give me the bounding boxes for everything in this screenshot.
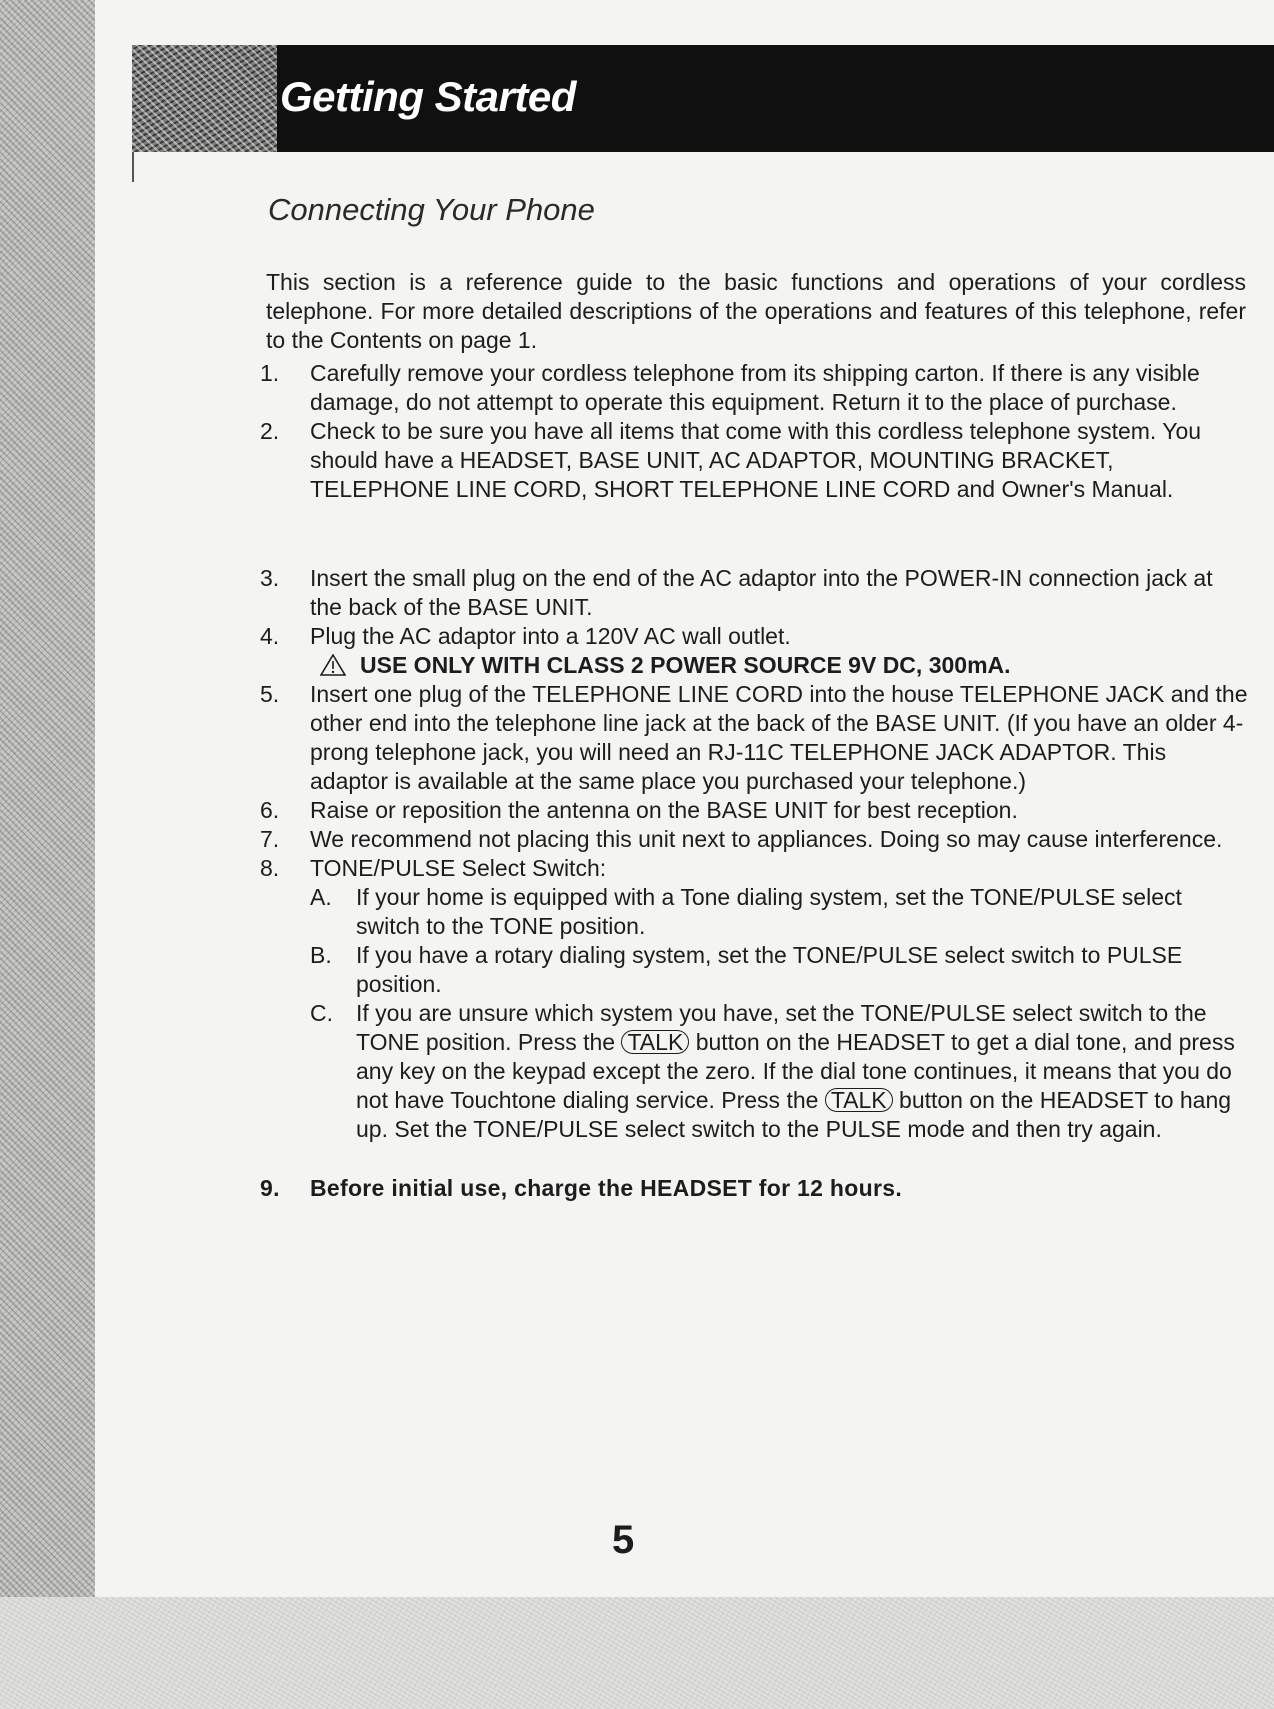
step-number: 4. — [260, 623, 280, 649]
step-text: TONE/PULSE Select Switch: — [310, 855, 607, 881]
step-number: 1. — [260, 360, 280, 386]
step-number: 5. — [260, 681, 280, 707]
substeps-list — [310, 883, 1248, 1144]
step-number: 9. — [260, 1175, 280, 1201]
step-5 — [248, 680, 1248, 796]
header-texture — [132, 45, 277, 152]
step-number: 6. — [260, 797, 280, 823]
substep-text: If you have a rotary dialing system, set the TONE/PULSE select switch to PULSE position. — [356, 942, 1183, 997]
scan-edge-bottom — [0, 1597, 1274, 1709]
step-number: 8. — [260, 855, 280, 881]
substep-letter: B. — [310, 942, 332, 968]
substep-a — [310, 883, 1248, 941]
substep-text: If your home is equipped with a Tone dialing system, set the TONE/PULSE select switch to the TONE position. — [356, 884, 1182, 939]
warning-triangle-icon — [320, 651, 346, 680]
step-text: Before initial use, charge the HEADSET for 12 hours. — [310, 1175, 903, 1201]
warning-text: USE ONLY WITH CLASS 2 POWER SOURCE 9V DC, 300mA. — [360, 652, 1011, 678]
section-title: Connecting Your Phone — [268, 192, 595, 227]
substep-text-part3: button on the HEADSET to hang up. Set the TONE/PULSE select switch to the PULSE mode and then try again. — [356, 1087, 1232, 1142]
step-number: 7. — [260, 826, 280, 852]
substep-c — [310, 999, 1248, 1144]
step-text: Insert one plug of the TELEPHONE LINE CORD into the house TELEPHONE JACK and the other end into the telephone line jack at the back of the BASE UNIT. (If you have an older 4-prong telephone jack, you will need an RJ-11C TELEPHONE JACK ADAPTOR. This adaptor is available at the same place you purchased your telephone.) — [310, 681, 1248, 794]
substep-letter: C. — [310, 1000, 333, 1026]
step-4 — [248, 622, 1248, 680]
substep-text-part2: button on the HEADSET to get a dial tone, and press any key on the keypad except the zero. If the dial tone continues, it means that you do not have Touchtone dialing service. Press the — [356, 1029, 1235, 1113]
step-2 — [248, 417, 1248, 504]
talk-key-label: TALK — [621, 1030, 689, 1054]
scan-edge-left — [0, 0, 95, 1709]
step-3 — [248, 564, 1248, 622]
power-warning — [310, 651, 1248, 680]
substep-text-part1: If you are unsure which system you have, set the TONE/PULSE select switch to the TONE position. Press the — [356, 1000, 1207, 1055]
step-6 — [248, 796, 1248, 825]
substep-letter: A. — [310, 884, 332, 910]
header-rule — [132, 152, 134, 182]
page-number: 5 — [612, 1518, 635, 1562]
steps-list — [248, 359, 1248, 1203]
step-text: Plug the AC adaptor into a 120V AC wall outlet. — [310, 623, 791, 649]
substep-b — [310, 941, 1248, 999]
step-9 — [248, 1174, 1248, 1203]
step-number: 2. — [260, 418, 280, 444]
step-text: We recommend not placing this unit next to appliances. Doing so may cause interference. — [310, 826, 1223, 852]
intro-paragraph: This section is a reference guide to the basic functions and operations of your cordless telephone. For more detailed descriptions of the operations and features of this telephone, refer to the Contents on page 1. — [266, 269, 1246, 353]
step-8 — [248, 854, 1248, 1144]
step-text: Raise or reposition the antenna on the BASE UNIT for best reception. — [310, 797, 1018, 823]
step-7 — [248, 825, 1248, 854]
step-text: Check to be sure you have all items that come with this cordless telephone system. You should have a HEADSET, BASE UNIT, AC ADAPTOR, MOUNTING BRACKET, TELEPHONE LINE CORD, SHORT TELEPHONE LINE CORD and Owner's Manual. — [310, 418, 1202, 502]
talk-key-label: TALK — [825, 1088, 893, 1112]
page-heading: Getting Started — [280, 73, 576, 120]
step-number: 3. — [260, 565, 280, 591]
step-1 — [248, 359, 1248, 417]
step-text: Insert the small plug on the end of the AC adaptor into the POWER-IN connection jack at the back of the BASE UNIT. — [310, 565, 1213, 620]
step-text: Carefully remove your cordless telephone from its shipping carton. If there is any visible damage, do not attempt to operate this equipment. Return it to the place of purchase. — [310, 360, 1200, 415]
header-bar — [132, 45, 1274, 152]
